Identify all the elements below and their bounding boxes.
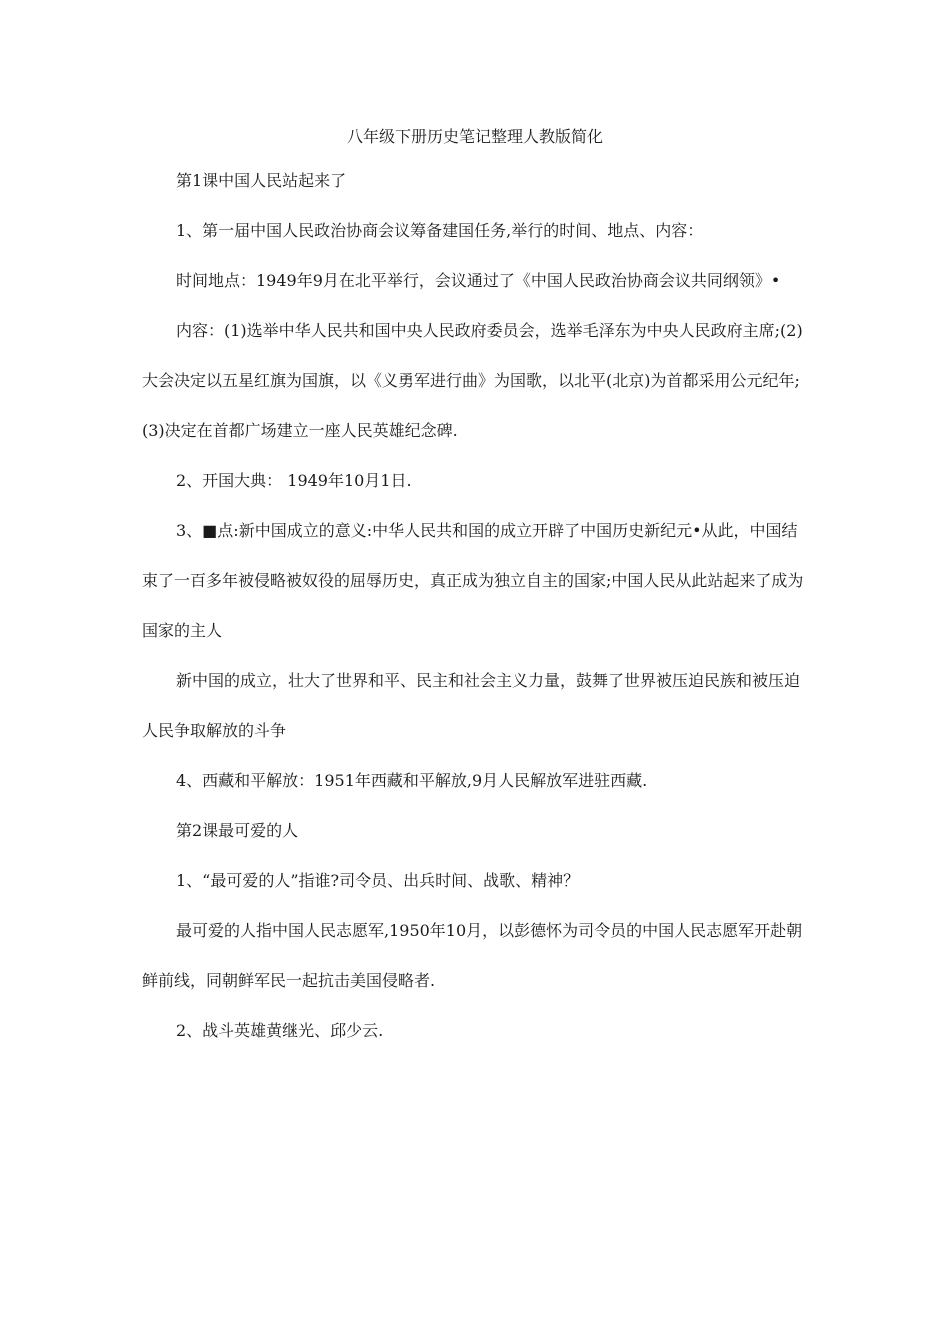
paragraph-4: 2、开国大典： 1949年10月1日. — [176, 471, 412, 490]
paragraph-7: 4、西藏和平解放：1951年西藏和平解放,9月人民解放军进驻西藏. — [176, 771, 648, 790]
paragraph-9: 1、“最可爱的人”指谁?司令员、出兵时间、战歌、精神？ — [176, 871, 580, 890]
paragraph-3: 内容：(1)选举中华人民共和国中央人民政府委员会，选举毛泽东为中央人民政府主席;(2)大会决定以五星红旗为国旗，以《义勇军进行曲》为国歌，以北平(北京)为首都采用公元纪年;(3)决定在首都广场建立一座人民英雄纪念碑. — [142, 321, 803, 440]
document-body — [142, 168, 810, 1044]
paragraph-10: 最可爱的人指中国人民志愿军,1950年10月，以彭德怀为司令员的中国人民志愿军开赴朝鲜前线，同朝鲜军民一起抗击美国侵略者. — [142, 921, 803, 990]
lesson-1-heading: 第1课中国人民站起来了 — [176, 171, 347, 190]
document-title: 八年级下册历史笔记整理人教版简化 — [346, 127, 603, 146]
paragraph-6: 新中国的成立，壮大了世界和平、民主和社会主义力量，鼓舞了世界被压迫民族和被压迫人民争取解放的斗争 — [142, 671, 801, 740]
paragraph-1: 1、第一届中国人民政治协商会议筹备建国任务,举行的时间、地点、内容： — [176, 221, 704, 240]
paragraph-5: 3、■点:新中国成立的意义:中华人民共和国的成立开辟了中国历史新纪元•从此，中国结束了一百多年被侵略被奴役的屈辱历史，真正成为独立自主的国家;中国人民从此站起来了成为国家的主人 — [142, 521, 804, 640]
paragraph-2: 时间地点：1949年9月在北平举行，会议通过了《中国人民政治协商会议共同纲领》• — [176, 271, 781, 290]
paragraph-11: 2、战斗英雄黄继光、邱少云. — [176, 1021, 384, 1040]
lesson-2-heading: 第2课最可爱的人 — [176, 821, 299, 840]
